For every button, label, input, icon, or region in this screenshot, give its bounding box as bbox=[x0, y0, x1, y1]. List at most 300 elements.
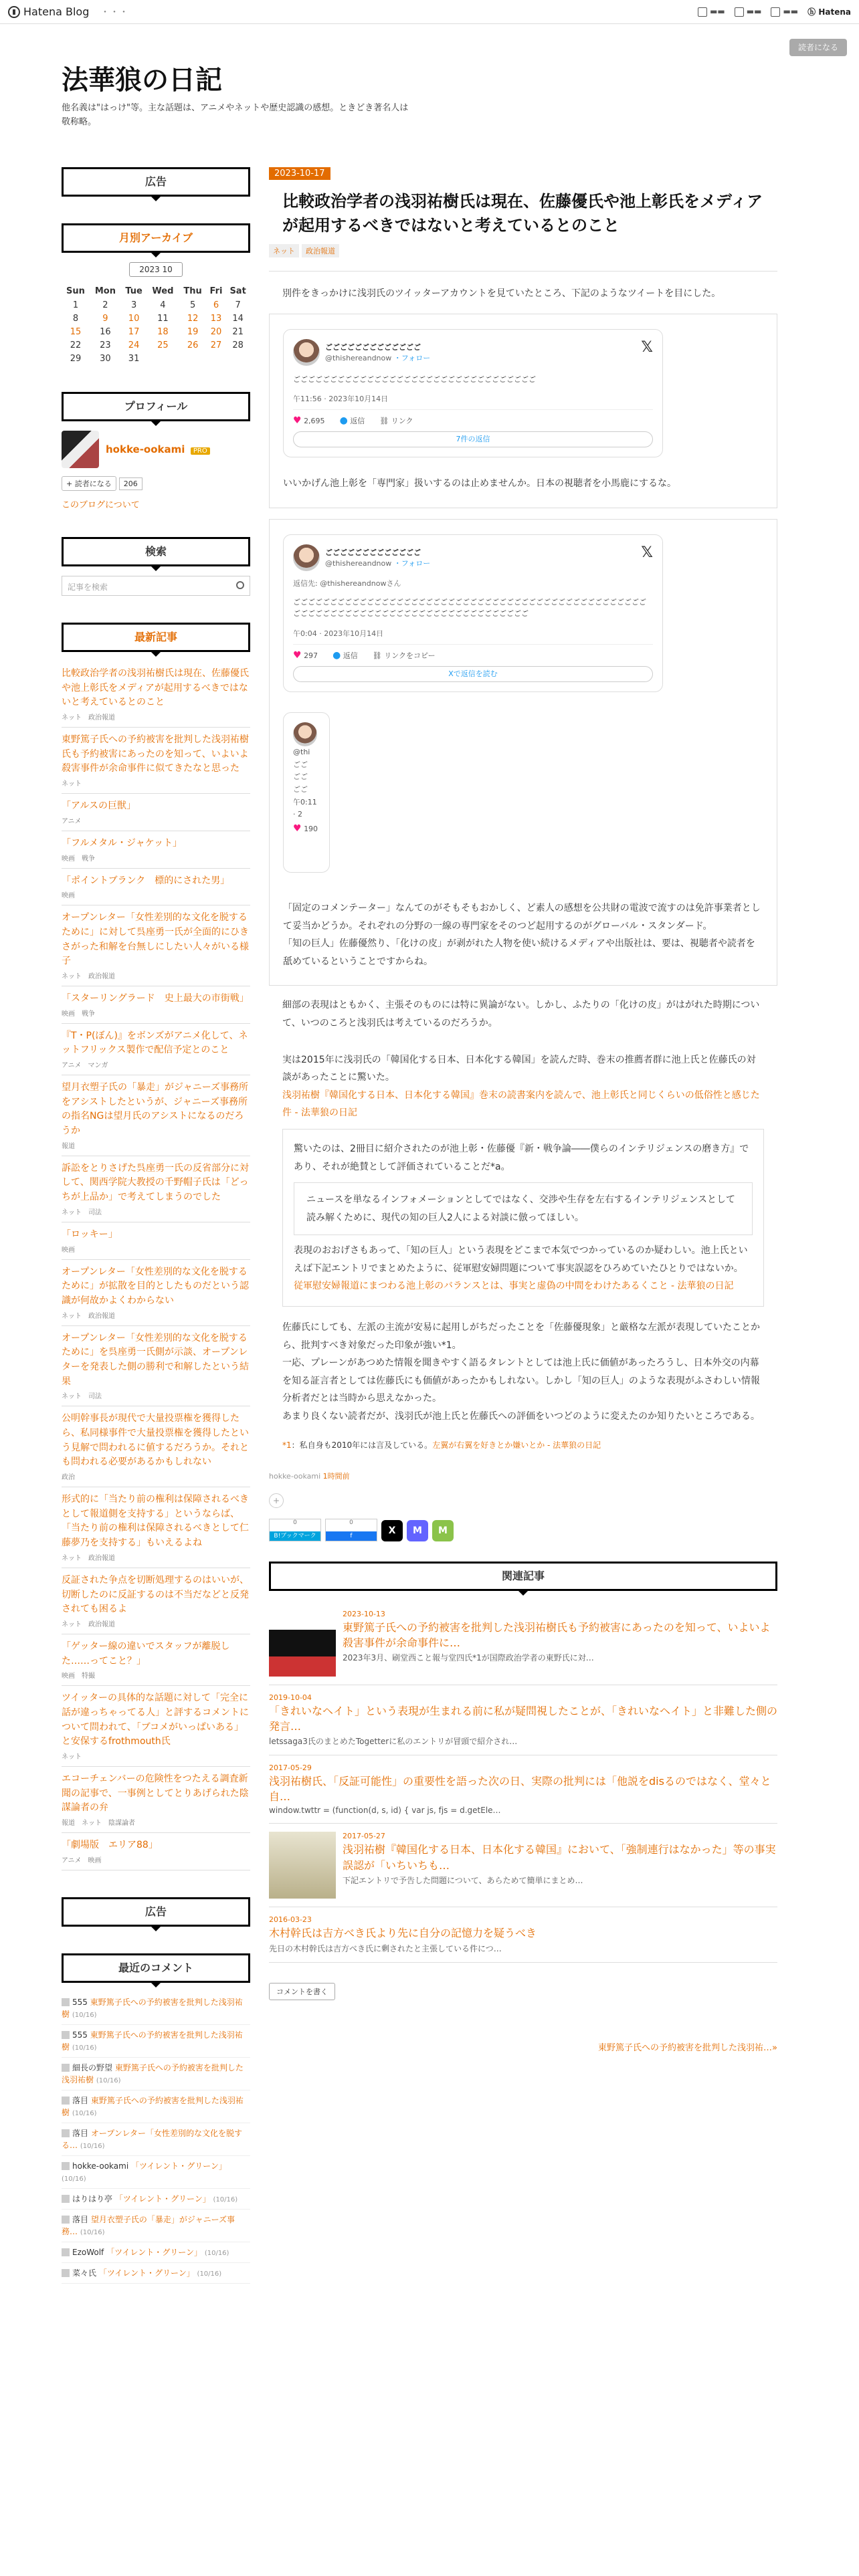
misskey-share-button[interactable]: M bbox=[432, 1520, 454, 1541]
bell-icon bbox=[771, 7, 780, 17]
footnote-number[interactable]: *1 bbox=[282, 1440, 292, 1450]
related-date: 2023-10-13 bbox=[343, 1609, 385, 1618]
inner-quote: ニュースを単なるインフォメーションとしてではなく、交渉や生存を左右するインテリジェンスとして読み解くために、現代の知の巨人2人による対談に倣ってほしい。 bbox=[294, 1182, 753, 1235]
ad-widget bbox=[62, 167, 250, 197]
recent-list bbox=[62, 661, 250, 1870]
related-title-link[interactable]: 「きれいなヘイト」という表現が生まれる前に私が疑問視したことが、「きれいなヘイト」と非難した側の発言… bbox=[269, 1704, 778, 1733]
user-icon bbox=[62, 2216, 70, 2224]
calendar-day: 31 bbox=[128, 353, 140, 364]
calendar-body bbox=[62, 298, 250, 365]
recent-entry-title[interactable]: 「アルスの巨獣」 bbox=[62, 800, 136, 812]
paragraph-3a: 佐藤氏にしても、左派の主流が安易に起用しがちだったことを「佐藤優現象」と厳格な左派が表現していたことから、批判すべき対象だった印象が強い*1。 bbox=[282, 1322, 760, 1351]
recent-entry bbox=[62, 728, 250, 794]
recent-entry-category[interactable]: 報道 bbox=[62, 1142, 75, 1150]
recent-entry-category[interactable]: 映画 bbox=[62, 1246, 75, 1254]
calendar-day: 2 bbox=[102, 300, 108, 310]
comment-entry[interactable]: 東野篤子氏への予約被害を批判した浅羽祐樹 bbox=[62, 2095, 244, 2117]
share-count: 0 bbox=[349, 1519, 353, 1526]
comment-date: (10/16) bbox=[72, 2109, 97, 2117]
recent-entry bbox=[62, 1260, 250, 1326]
like-count-partial bbox=[293, 821, 320, 837]
related-entry bbox=[269, 1685, 777, 1755]
read-replies-button[interactable]: Xで返信を読む bbox=[293, 666, 653, 682]
calendar-day[interactable]: 6 bbox=[213, 300, 219, 310]
recent-entry-category[interactable]: ネット 政治報道 bbox=[62, 1620, 115, 1628]
calendar bbox=[62, 284, 250, 365]
write-comment-button[interactable]: コメントを書く bbox=[269, 1983, 335, 2000]
calendar-day: 11 bbox=[157, 313, 169, 324]
bq-link[interactable]: 従軍慰安婦報道にまつわる池上彰のバランスとは、事実と虚偽の中間をわけたあるくこと - 法華狼の日記 bbox=[294, 1281, 734, 1292]
calendar-day[interactable]: 17 bbox=[128, 326, 140, 337]
recent-entry-title[interactable]: 反証された争点を切断処理するのはいいが、切断したのに反証するのは不当だなどと反発されても困るよ bbox=[62, 1574, 249, 1615]
next-entry-link[interactable]: 東野篤子氏への予約被害を批判した浅羽祐…» bbox=[598, 2042, 777, 2053]
recent-entry bbox=[62, 1222, 250, 1260]
category-tag[interactable]: ネット bbox=[269, 244, 299, 257]
paragraph-3c: あまり良くない読者だが、浅羽氏が池上氏と佐藤氏への評価をいつどのように変えたのか知りたいところである。 bbox=[282, 1411, 760, 1422]
recent-title: 最新記事 bbox=[62, 623, 250, 652]
calendar-header-row bbox=[62, 284, 250, 298]
user-icon bbox=[62, 1998, 70, 2006]
recent-entry-title[interactable]: 「ゲッター線の違いでスタッフが離脱した……ってこと？」 bbox=[62, 1640, 230, 1667]
comment-item bbox=[62, 2210, 250, 2242]
like-count: 297 bbox=[304, 651, 318, 660]
comment-user[interactable]: 555 bbox=[72, 1997, 88, 2007]
link-icon: ⛓ bbox=[379, 417, 389, 426]
calendar-day: 21 bbox=[232, 326, 244, 337]
cal-head: Thu bbox=[183, 286, 202, 296]
paragraph-1: 細部の表現はともかく、主張そのものには特に異論がない。しかし、ふたりの「化けの皮」がはがれた時期について、いつのころと浅羽氏は考えているのだろうか。 bbox=[282, 1000, 760, 1029]
embedded-tweet-partial[interactable] bbox=[283, 712, 330, 873]
calendar-day[interactable]: 15 bbox=[70, 326, 82, 337]
cal-head: Sat bbox=[229, 286, 246, 296]
article-date[interactable]: 2023-10-17 bbox=[269, 167, 330, 180]
recent-entry bbox=[62, 1833, 250, 1870]
related-snippet: window.twttr = (function(d, s, id) { var js, fjs = d.getEle… bbox=[269, 1806, 501, 1816]
pencil-icon bbox=[698, 7, 707, 17]
embedded-tweet[interactable] bbox=[283, 534, 663, 692]
article-title[interactable]: 比較政治学者の浅羽祐樹氏は現在、佐藤優氏や池上彰氏をメディアが起用するべきではないと考えているとのこと bbox=[282, 192, 763, 235]
reference-link[interactable]: 浅羽祐樹『韓国化する日本、日本化する韓国』巻末の読書案内を読んで、池上彰氏と同じくらいの低俗性と感じた件 - 法華狼の日記 bbox=[282, 1089, 760, 1119]
follow-link[interactable]: ・フォロー bbox=[393, 558, 431, 568]
recent-entry-category[interactable]: アニメ マンガ bbox=[62, 1062, 108, 1069]
comment-user[interactable]: 細長の野望 bbox=[72, 2062, 113, 2072]
comment-user[interactable]: 落目 bbox=[72, 2128, 89, 2138]
tweet-header bbox=[293, 339, 653, 366]
like-count: 2,695 bbox=[304, 417, 325, 426]
calendar-day: 22 bbox=[70, 340, 82, 350]
ad-title-2: 広告 bbox=[62, 1897, 250, 1927]
user-icon bbox=[62, 2097, 70, 2105]
recent-entry-title[interactable]: 訴訟をとりさげた呉座勇一氏の反省部分に対して、関西学院大教授の千野帽子氏は「どっちが上品か」で考えてしまうのでした bbox=[62, 1162, 249, 1203]
handle-text: @thishereandnow bbox=[325, 353, 392, 362]
recent-entry bbox=[62, 1634, 250, 1686]
article bbox=[269, 167, 777, 2053]
bookmark-label: B!ブックマーク bbox=[270, 1531, 320, 1541]
copy-label: リンクをコピー bbox=[384, 651, 436, 660]
comment-item bbox=[62, 2156, 250, 2189]
tweet-quote-text-a: 「固定のコメンテーター」なんてのがそもそもおかしく、ど素人の感想を公共財の電波で流すのは免許事業者として妥当かどうか。それぞれの分野の一線の専門家をそのつど起用するのがグローバル・スタンダード。 bbox=[283, 902, 761, 932]
calendar-week bbox=[62, 312, 250, 325]
related-title-link[interactable]: 木村幹氏は吉方べき氏より先に自分の記憶力を疑うべき bbox=[269, 1927, 537, 1940]
tweet-quote-1 bbox=[269, 314, 777, 508]
comment-entry[interactable]: 望月衣塑子氏の「暴走」がジャニーズ事務… bbox=[62, 2214, 235, 2236]
calendar-day: 8 bbox=[72, 313, 79, 324]
calendar-week bbox=[62, 338, 250, 352]
tweet-quote-2 bbox=[269, 519, 777, 986]
calendar-day[interactable]: 10 bbox=[128, 313, 140, 324]
comments-widget bbox=[62, 1953, 250, 2284]
copy-link-button[interactable] bbox=[379, 415, 413, 426]
copy-link-button[interactable] bbox=[373, 650, 436, 661]
blog-title[interactable]: 法華狼の日記 bbox=[62, 64, 222, 96]
comment-entry[interactable]: オープンレター「女性差別的な文化を脱する… bbox=[62, 2128, 242, 2150]
related-entry bbox=[269, 1824, 777, 1907]
heart-icon: ♥ bbox=[293, 415, 302, 427]
comments-title: 最近のコメント bbox=[62, 1953, 250, 1983]
x-share-button[interactable]: X bbox=[381, 1520, 403, 1541]
comment-entry[interactable]: 「ツイレント・グリーン」 bbox=[114, 2193, 211, 2204]
reply-icon: ● bbox=[339, 415, 348, 427]
recent-entry-title[interactable]: エコーチェンバーの危険性をつたえる調査新聞の記事で、一事例としてとりあげられた陰謀論者の弁 bbox=[62, 1774, 249, 1814]
hatena-bookmark-button[interactable] bbox=[269, 1519, 321, 1541]
tweet-text: ごごごごごごごごごごごごごごごごごごごごごごごごごごごごごごごごご bbox=[293, 374, 536, 384]
comment-entry[interactable]: 東野篤子氏への予約被害を批判した浅羽祐樹 bbox=[62, 2030, 243, 2052]
tweet-quote-text: いいかげん池上彰を「専門家」扱いするのは止めませんか。日本の視聴者を小馬鹿にするな。 bbox=[283, 478, 676, 490]
tweet-author-name[interactable]: ごごごごごごごごごごごごご bbox=[325, 342, 421, 352]
recent-entry bbox=[62, 661, 250, 728]
comment-entry[interactable]: 「ツイレント・グリーン」 bbox=[98, 2268, 195, 2278]
search-title: 検索 bbox=[62, 537, 250, 566]
bq-intro: 驚いたのは、2冊目に紹介されたのが池上彰・佐藤優『新・戦争論――僕らのインテリジェンスの磨き方』であり、それが絶賛として評価されていることだ*a。 bbox=[294, 1143, 749, 1172]
footnote-link[interactable]: 左翼が右翼を好きとか嫌いとか - 法華狼の日記 bbox=[432, 1440, 601, 1450]
related-thumbnail[interactable] bbox=[269, 1832, 336, 1899]
calendar-day bbox=[225, 352, 250, 365]
subscribe-button[interactable]: 読者になる bbox=[789, 39, 847, 56]
recent-entry bbox=[62, 1487, 250, 1568]
calendar-day: 14 bbox=[232, 313, 244, 324]
recent-entry bbox=[62, 1568, 250, 1634]
hatena-blog-logo[interactable]: Hatena Blog bbox=[8, 5, 89, 18]
cal-head: Sun bbox=[66, 286, 85, 296]
tweet-handle bbox=[325, 352, 430, 363]
divider bbox=[269, 271, 777, 272]
recent-entry-category[interactable]: 映画 bbox=[62, 892, 75, 900]
reply-icon: ● bbox=[332, 649, 341, 661]
calendar-day[interactable]: 24 bbox=[128, 340, 140, 350]
comment-date: (10/16) bbox=[72, 2011, 97, 2019]
profile-row bbox=[62, 431, 250, 468]
tweet-avatar bbox=[293, 722, 317, 746]
author-name[interactable]: hokke-ookami bbox=[269, 1471, 321, 1481]
related-date: 2017-05-29 bbox=[269, 1763, 312, 1772]
author-row bbox=[269, 1471, 777, 1481]
profile-widget bbox=[62, 392, 250, 510]
user-icon bbox=[62, 2162, 70, 2170]
tweet-avatar[interactable] bbox=[293, 339, 320, 366]
related-thumbnail[interactable] bbox=[269, 1610, 336, 1677]
like-count: 190 bbox=[304, 825, 318, 834]
recent-entry-title[interactable]: 『T・P(ぼん)』をボンズがアニメ化して、ネットフリックス製作で配信予定とのこと bbox=[62, 1030, 248, 1056]
related-entry bbox=[269, 1907, 777, 1962]
related-snippet: letssaga3氏のまとめたTogetterに私のエントリが冒頭で紹介され… bbox=[269, 1737, 518, 1746]
related-list bbox=[269, 1602, 777, 1963]
recent-entry bbox=[62, 831, 250, 869]
reply-label: 返信 bbox=[343, 651, 358, 660]
tweet-header bbox=[293, 544, 653, 571]
recent-entry-title[interactable]: 「ポイントブランク 標的にされた男」 bbox=[62, 875, 230, 886]
bq-link-row bbox=[294, 1277, 753, 1295]
sidebar bbox=[62, 167, 250, 2311]
comment-entry[interactable]: 東野篤子氏への予約被害を批判した浅羽祐樹 bbox=[62, 2062, 244, 2084]
tweet-actions bbox=[293, 410, 653, 431]
recent-entry-category[interactable]: ネット 政治報道 bbox=[62, 1312, 115, 1320]
search-placeholder: 記事を検索 bbox=[68, 582, 108, 592]
comment-date: (10/16) bbox=[80, 2142, 105, 2150]
tweet-time: 午0:11 · 2 bbox=[293, 797, 317, 819]
comment-date: (10/16) bbox=[62, 2175, 86, 2183]
recent-entry-category[interactable]: 政治 bbox=[62, 1474, 75, 1482]
reply-button[interactable] bbox=[340, 415, 365, 426]
intro-paragraph: 別件をきっかけに浅羽氏のツイッターアカウントを見ていたところ、下記のようなツイートを目にした。 bbox=[282, 288, 721, 299]
comment-user[interactable]: 菜々氏 bbox=[72, 2268, 97, 2278]
reply-to[interactable]: 返信先: @thishereandnowさん bbox=[293, 578, 401, 588]
notification-button[interactable]: ▬▬ bbox=[771, 7, 798, 17]
tweet-handle: @thi bbox=[293, 747, 310, 756]
recent-entry-title[interactable]: 「ロッキー」 bbox=[62, 1228, 118, 1240]
comment-entry[interactable]: 「ツイレント・グリーン」 bbox=[106, 2247, 202, 2257]
recent-entry-category[interactable]: アニメ bbox=[62, 817, 82, 825]
calendar-day[interactable]: 20 bbox=[210, 326, 222, 337]
calendar-day[interactable]: 27 bbox=[210, 340, 222, 350]
related-title-link[interactable]: 東野篤子氏への予約被害を批判した浅羽祐樹氏も予約被害にあったのを知って、いよいよ殺害事件が余命事件に… bbox=[343, 1620, 771, 1649]
user-icon bbox=[62, 2031, 70, 2039]
menu-dots[interactable]: ・・・ bbox=[100, 7, 128, 18]
calendar-day: 23 bbox=[100, 340, 111, 350]
related-title-link[interactable]: 浅羽祐樹氏、「反証可能性」の重要性を語った次の日、実際の批判には「他説をdisるのではなく、堂々と自… bbox=[269, 1775, 771, 1804]
recent-entry-title[interactable]: オープンレター「女性差別的な文化を脱するために」が拡散を目的としたものだという認識が何故かよくわからない bbox=[62, 1266, 249, 1306]
handle-text: @thishereandnow bbox=[325, 558, 392, 568]
tweet-author-name[interactable]: ごごごごごごごごごごごごご bbox=[325, 548, 421, 557]
share-row bbox=[269, 1519, 777, 1541]
comment-user[interactable]: 555 bbox=[72, 2030, 88, 2040]
read-replies-button[interactable]: 7件の返信 bbox=[293, 431, 653, 447]
recent-entry-title[interactable]: 望月衣塑子氏の「暴走」がジャニーズ事務所をアシストしたというが、ジャニーズ事務所の指名NGは望月氏のアシストになるのだろうか bbox=[62, 1082, 249, 1137]
x-logo-icon[interactable]: 𝕏 bbox=[641, 544, 653, 561]
calendar-day bbox=[179, 352, 207, 365]
global-header bbox=[0, 0, 859, 24]
calendar-day bbox=[207, 352, 226, 365]
calendar-day: 3 bbox=[130, 300, 137, 310]
recent-entry bbox=[62, 1156, 250, 1222]
blog-list-button[interactable]: ▬▬ bbox=[735, 7, 762, 17]
related-snippet: 2023年3月、刷堂西こと報与堂四氏*1が国際政治学者の東野氏に対… bbox=[343, 1653, 594, 1662]
recent-entry-category[interactable]: 映画 戦争 bbox=[62, 1010, 95, 1018]
cal-head: Wed bbox=[152, 286, 174, 296]
recent-entry bbox=[62, 1326, 250, 1407]
pro-badge: PRO bbox=[191, 447, 210, 455]
ad-title: 広告 bbox=[62, 167, 250, 197]
calendar-day: 7 bbox=[235, 300, 241, 310]
recent-entry-category[interactable]: アニメ 映画 bbox=[62, 1856, 102, 1864]
blog-header bbox=[0, 24, 859, 147]
tweet-time[interactable]: 午11:56 · 2023年10月14日 bbox=[293, 393, 653, 410]
write-button[interactable]: ▬▬ bbox=[698, 7, 725, 17]
embedded-tweet[interactable] bbox=[283, 329, 663, 458]
cal-head: Tue bbox=[125, 286, 142, 296]
related-snippet: 下記エントリで予告した問題について、あらためて簡単にまとめ… bbox=[343, 1875, 583, 1885]
recent-entry-category[interactable]: ネット bbox=[62, 780, 82, 788]
comment-entry[interactable]: 「ツイレント・グリーン」 bbox=[130, 2161, 227, 2171]
add-star-button[interactable]: + bbox=[269, 1493, 284, 1508]
comment-item bbox=[62, 2090, 250, 2123]
comment-user[interactable]: はりはり亭 bbox=[72, 2193, 113, 2204]
facebook-share-button[interactable] bbox=[325, 1519, 377, 1541]
comment-user[interactable]: hokke-ookami bbox=[72, 2161, 129, 2171]
calendar-day[interactable]: 13 bbox=[210, 313, 222, 324]
reply-button[interactable] bbox=[332, 650, 358, 661]
ad-widget-2 bbox=[62, 1897, 250, 1927]
list-icon bbox=[735, 7, 744, 17]
calendar-day: 4 bbox=[160, 300, 166, 310]
follow-link[interactable]: ・フォロー bbox=[393, 353, 431, 362]
recent-entry-title[interactable]: 東野篤子氏への予約被害を批判した浅羽祐樹氏も予約被害にあったのを知って、いよいよ殺害事件が余命事件に似てきたなと思った bbox=[62, 734, 249, 774]
recent-entry-title[interactable]: オープンレター「女性差別的な文化を脱するために」を呉座勇一氏側が示談、オープンレターを発表した側の勝利で和解したという結果 bbox=[62, 1332, 249, 1387]
calendar-day[interactable]: 9 bbox=[102, 313, 108, 324]
comment-date: (10/16) bbox=[96, 2076, 121, 2084]
calendar-week bbox=[62, 325, 250, 338]
comment-entry[interactable]: 東野篤子氏への予約被害を批判した浅羽祐樹 bbox=[62, 1997, 243, 2019]
recent-entry-title[interactable]: 「フルメタル・ジャケット」 bbox=[62, 837, 183, 849]
comment-user[interactable]: 落目 bbox=[72, 2095, 89, 2105]
cal-head: Mon bbox=[94, 286, 116, 296]
recent-entry-title[interactable]: 比較政治学者の浅羽祐樹氏は現在、佐藤優氏や池上彰氏をメディアが起用するべきではないと考えているとのこと bbox=[62, 668, 249, 708]
search-icon[interactable] bbox=[236, 581, 244, 589]
reply-label: 返信 bbox=[350, 417, 365, 426]
post-time[interactable]: 1時間前 bbox=[322, 1471, 350, 1481]
calendar-day: 16 bbox=[100, 326, 111, 337]
calendar-day[interactable]: 26 bbox=[187, 340, 199, 350]
copy-label: リンク bbox=[391, 417, 413, 426]
calendar-day[interactable]: 19 bbox=[187, 326, 199, 337]
user-icon bbox=[62, 2248, 70, 2256]
recent-entry-category[interactable]: ネット 政治報道 bbox=[62, 1554, 115, 1562]
tweet-text-partial: ごご ごご ごご bbox=[293, 760, 308, 794]
blog-description: 他名義は"はっけ"等。主な話題は、アニメやネットや歴史認識の感想。ときどき著名人は敬称略。 bbox=[62, 103, 409, 127]
profile-name[interactable]: hokke-ookami bbox=[106, 443, 185, 455]
comment-date: (10/16) bbox=[213, 2195, 238, 2204]
search-widget bbox=[62, 537, 250, 596]
recent-entry-category[interactable]: ネット 司法 bbox=[62, 1208, 102, 1216]
recent-entry bbox=[62, 1024, 250, 1075]
recent-entry bbox=[62, 794, 250, 831]
calendar-day[interactable]: 12 bbox=[187, 313, 199, 324]
comment-user[interactable]: EzoWolf bbox=[72, 2247, 104, 2257]
like-button[interactable] bbox=[293, 415, 325, 426]
comment-user[interactable]: 落目 bbox=[72, 2214, 89, 2224]
recent-entry-category[interactable]: 報道 ネット 陰謀論者 bbox=[62, 1820, 135, 1828]
comment-date: (10/16) bbox=[197, 2270, 222, 2278]
recent-entry bbox=[62, 986, 250, 1024]
tweet-time[interactable]: 午0:04 · 2023年10月14日 bbox=[293, 628, 653, 645]
about-blog-link[interactable]: このブログについて bbox=[62, 500, 140, 510]
footnote bbox=[269, 1439, 777, 1451]
related-entry bbox=[269, 1755, 777, 1824]
recent-entry-title[interactable]: オープンレター「女性差別的な文化を脱するために」に対して呉座勇一氏が全面的にひきさがった和解を台無しにしたい人々がいる様子 bbox=[62, 912, 249, 967]
recent-entry-category[interactable]: ネット bbox=[62, 1753, 82, 1761]
tweet-avatar[interactable] bbox=[293, 544, 320, 571]
related-date: 2017-05-27 bbox=[343, 1832, 385, 1841]
recent-entry-category[interactable]: ネット 司法 bbox=[62, 1393, 102, 1401]
related-date: 2019-10-04 bbox=[269, 1693, 312, 1702]
heart-icon: ♥ bbox=[293, 823, 302, 835]
category-tag[interactable]: 政治報道 bbox=[302, 244, 339, 257]
hatena-account[interactable]: ⓗ Hatena bbox=[807, 7, 851, 17]
user-icon bbox=[62, 2064, 70, 2072]
recent-entry-title[interactable]: 「スターリングラード 史上最大の市街戦」 bbox=[62, 992, 249, 1004]
related-title-link[interactable]: 浅羽祐樹『韓国化する日本、日本化する韓国』において、「強制連行はなかった」等の事実誤認が「いちいちも… bbox=[343, 1843, 776, 1872]
user-icon bbox=[62, 2195, 70, 2203]
user-icon bbox=[62, 2269, 70, 2277]
related-date: 2016-03-23 bbox=[269, 1915, 312, 1925]
header-right bbox=[698, 6, 851, 17]
user-icon bbox=[62, 2129, 70, 2137]
tweet-quote-text-b: 「知の巨人」佐藤優然り、「化けの皮」が剥がれた人物を使い続けるメディアや出版社は、要は、視聴者や読者を舐めているということですからね。 bbox=[283, 938, 755, 967]
paragraph-3b: 一応、プレーンがあつめた情報を聞きやすく語るタレントとしては池上氏に価値があったろうし、日本外交の内幕を知る証言者としては佐藤氏にも価値があったかもしれない。しかし「知の巨人」のような表現がふさわしい情報分析者だとは当時から思えなかった。 bbox=[282, 1358, 760, 1404]
calendar-day: 28 bbox=[232, 340, 244, 350]
profile-title: プロフィール bbox=[62, 392, 250, 421]
related-title: 関連記事 bbox=[269, 1562, 777, 1591]
reference-link-row bbox=[269, 1087, 777, 1122]
recent-entry bbox=[62, 1075, 250, 1156]
recent-entry-category[interactable]: ネット 政治報道 bbox=[62, 714, 115, 722]
related-entry bbox=[269, 1602, 777, 1685]
calendar-day: 1 bbox=[72, 300, 79, 310]
calendar-day bbox=[147, 352, 179, 365]
avatar[interactable] bbox=[62, 431, 99, 468]
subscribe-mini-button[interactable]: + 読者になる bbox=[62, 476, 116, 491]
comment-item bbox=[62, 1992, 250, 2025]
recent-entry-category[interactable]: 映画 特撮 bbox=[62, 1673, 95, 1681]
subscriber-count[interactable]: 206 bbox=[119, 477, 142, 490]
footnote-text: ：私自身も2010年には言及している。 bbox=[291, 1440, 433, 1450]
calendar-week bbox=[62, 298, 250, 312]
calendar-day[interactable]: 18 bbox=[157, 326, 169, 337]
recent-entry-category[interactable]: ネット 政治報道 bbox=[62, 972, 115, 980]
calendar-day: 30 bbox=[100, 353, 111, 364]
calendar-day[interactable]: 25 bbox=[157, 340, 169, 350]
comment-item bbox=[62, 2242, 250, 2263]
like-button[interactable] bbox=[293, 650, 318, 661]
search-input[interactable] bbox=[62, 576, 250, 596]
facebook-icon: f bbox=[326, 1531, 377, 1541]
recent-entry-title[interactable]: 形式的に「当たり前の権利は保障されるべきとして報道側を支持する」というならば、「当たり前の権利は保障されるべきとして仁藤夢乃を支持する」もいえるよね bbox=[62, 1494, 249, 1549]
comment-item bbox=[62, 2123, 250, 2156]
archive-month-select[interactable]: 2023 10 bbox=[129, 262, 183, 277]
recent-entry-title[interactable]: ツイッターの具体的な話題に対して「完全に話が違っちゃってる人」と評するコメントについて問われて、「ブコメがいっぱいある」と安保するfrothmouth氏 bbox=[62, 1693, 249, 1747]
archive-widget bbox=[62, 223, 250, 365]
recent-entry bbox=[62, 869, 250, 906]
recent-entry-title[interactable]: 「劇場版 エリア88」 bbox=[62, 1840, 158, 1851]
comment-item bbox=[62, 2025, 250, 2058]
archive-title: 月別アーカイブ bbox=[62, 223, 250, 253]
calendar-week bbox=[62, 352, 250, 365]
x-logo-icon[interactable]: 𝕏 bbox=[641, 338, 653, 356]
mastodon-share-button[interactable]: M bbox=[407, 1520, 428, 1541]
recent-entry-category[interactable]: 映画 戦争 bbox=[62, 855, 95, 863]
recent-entry-title[interactable]: 公明幹事長が現代で大量投票権を獲得したら、私同様事件で大量投票権を獲得したという見解で問われるに値するだろうか。それとも問われる必要があるかもしれない bbox=[62, 1413, 249, 1468]
recent-entry bbox=[62, 1767, 250, 1833]
tweet-text: ごごごごごごごごごごごごごごごごごごごごごごごごごごごごごごごごごごごごごごごごごごごごごごごごごごごごごごごごごごごごごごごごごごごごごごごごごごごごごごごご bbox=[293, 597, 646, 619]
